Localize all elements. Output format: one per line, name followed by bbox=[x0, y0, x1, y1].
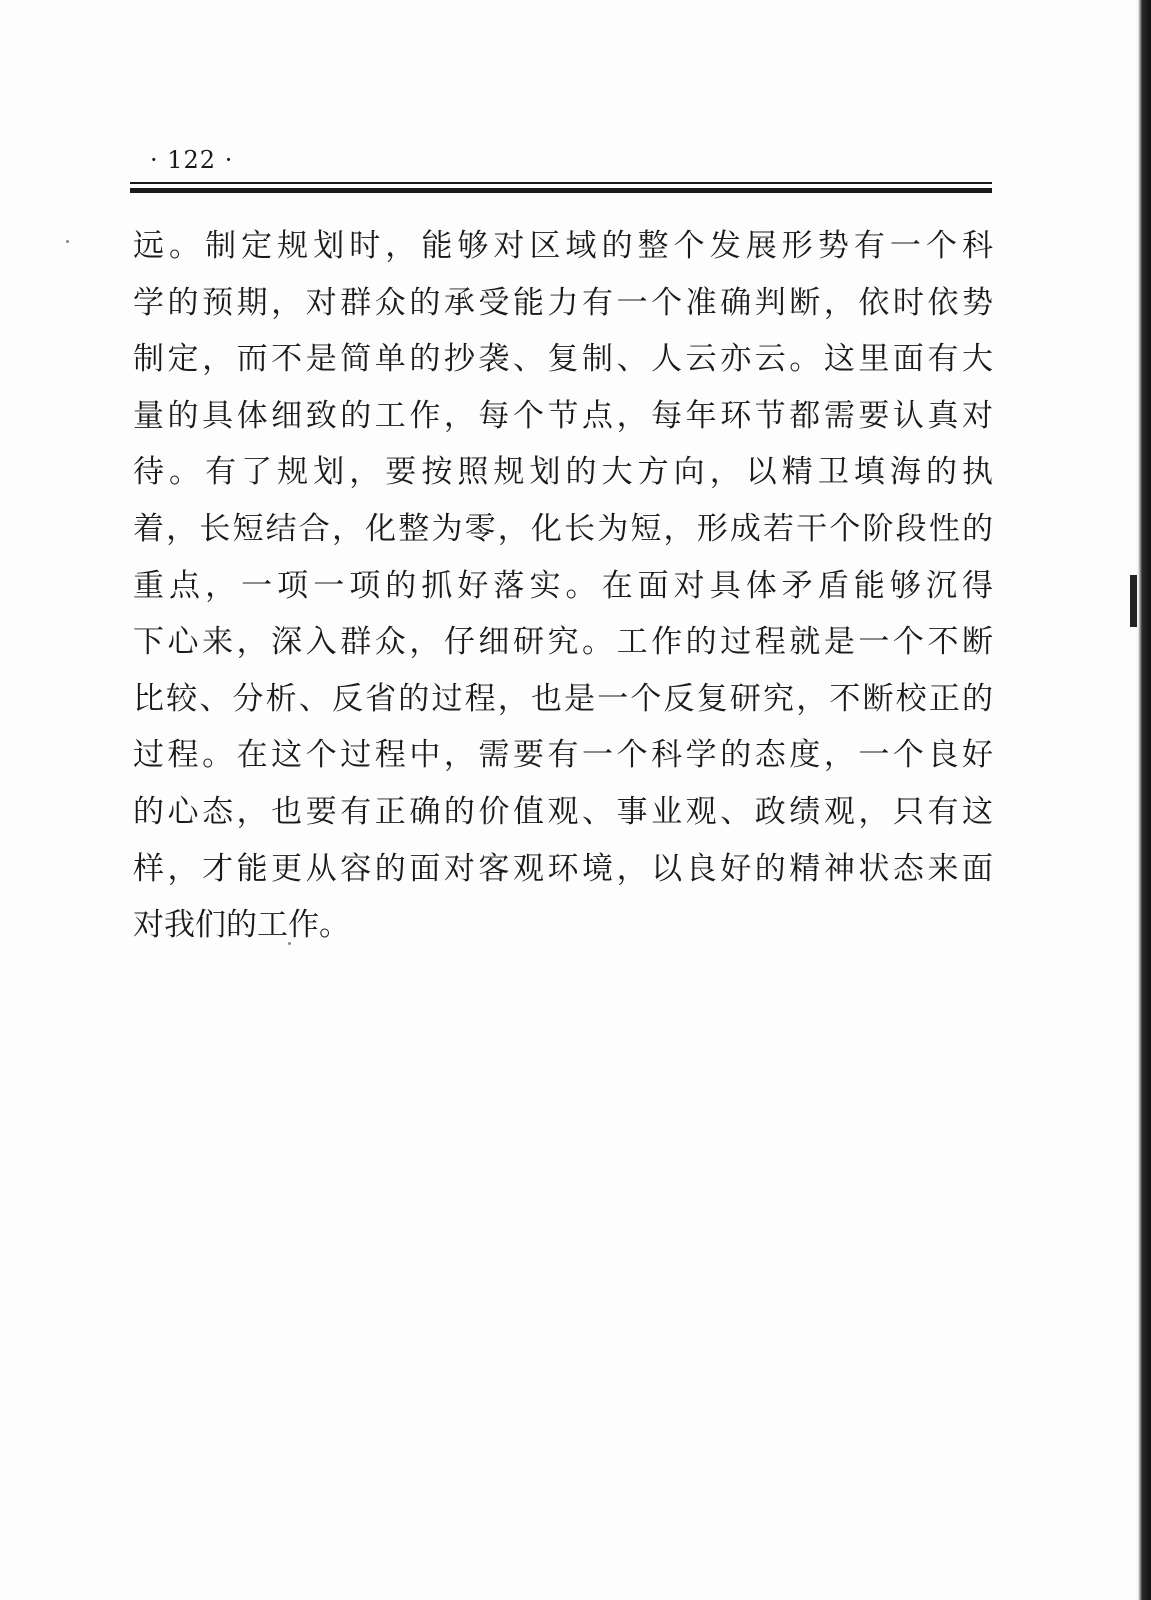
text-line: 学的预期，对群众的承受能力有一个准确判断，依时依势 bbox=[133, 284, 993, 321]
text-line: 制定，而不是简单的抄袭、复制、人云亦云。这里面有大 bbox=[133, 341, 993, 378]
header-rule-thick bbox=[130, 188, 992, 193]
text-line: 着，长短结合，化整为零，化长为短，形成若干个阶段性的 bbox=[133, 510, 993, 547]
text-line-last: 对我们的工作。 bbox=[133, 907, 350, 944]
text-line: 量的具体细致的工作，每个节点，每年环节都需要认真对 bbox=[133, 397, 993, 434]
scan-speck bbox=[66, 240, 69, 243]
header-rule-thin bbox=[130, 182, 992, 184]
text-line: 样，才能更从容的面对客观环境，以良好的精神状态来面 bbox=[133, 850, 993, 887]
text-line: 待。有了规划，要按照规划的大方向，以精卫填海的执 bbox=[133, 454, 993, 491]
text-line: 下心来，深入群众，仔细研究。工作的过程就是一个不断 bbox=[133, 624, 993, 661]
body-paragraph bbox=[133, 218, 993, 954]
text-line: 过程。在这个过程中，需要有一个科学的态度，一个良好 bbox=[133, 737, 993, 774]
text-line: 比较、分析、反省的过程，也是一个反复研究，不断校正的 bbox=[133, 680, 993, 717]
page-header bbox=[130, 142, 992, 178]
text-line: 重点，一项一项的抓好落实。在面对具体矛盾能够沉得 bbox=[133, 567, 993, 604]
scan-edge-mark bbox=[1130, 575, 1137, 627]
text-line: 远。制定规划时，能够对区域的整个发展形势有一个科 bbox=[133, 228, 993, 264]
page-edge-shadow bbox=[1135, 0, 1151, 1600]
text-line: 的心态，也要有正确的价值观、事业观、政绩观，只有这 bbox=[133, 793, 993, 830]
page-number: · 122 · bbox=[150, 146, 234, 174]
